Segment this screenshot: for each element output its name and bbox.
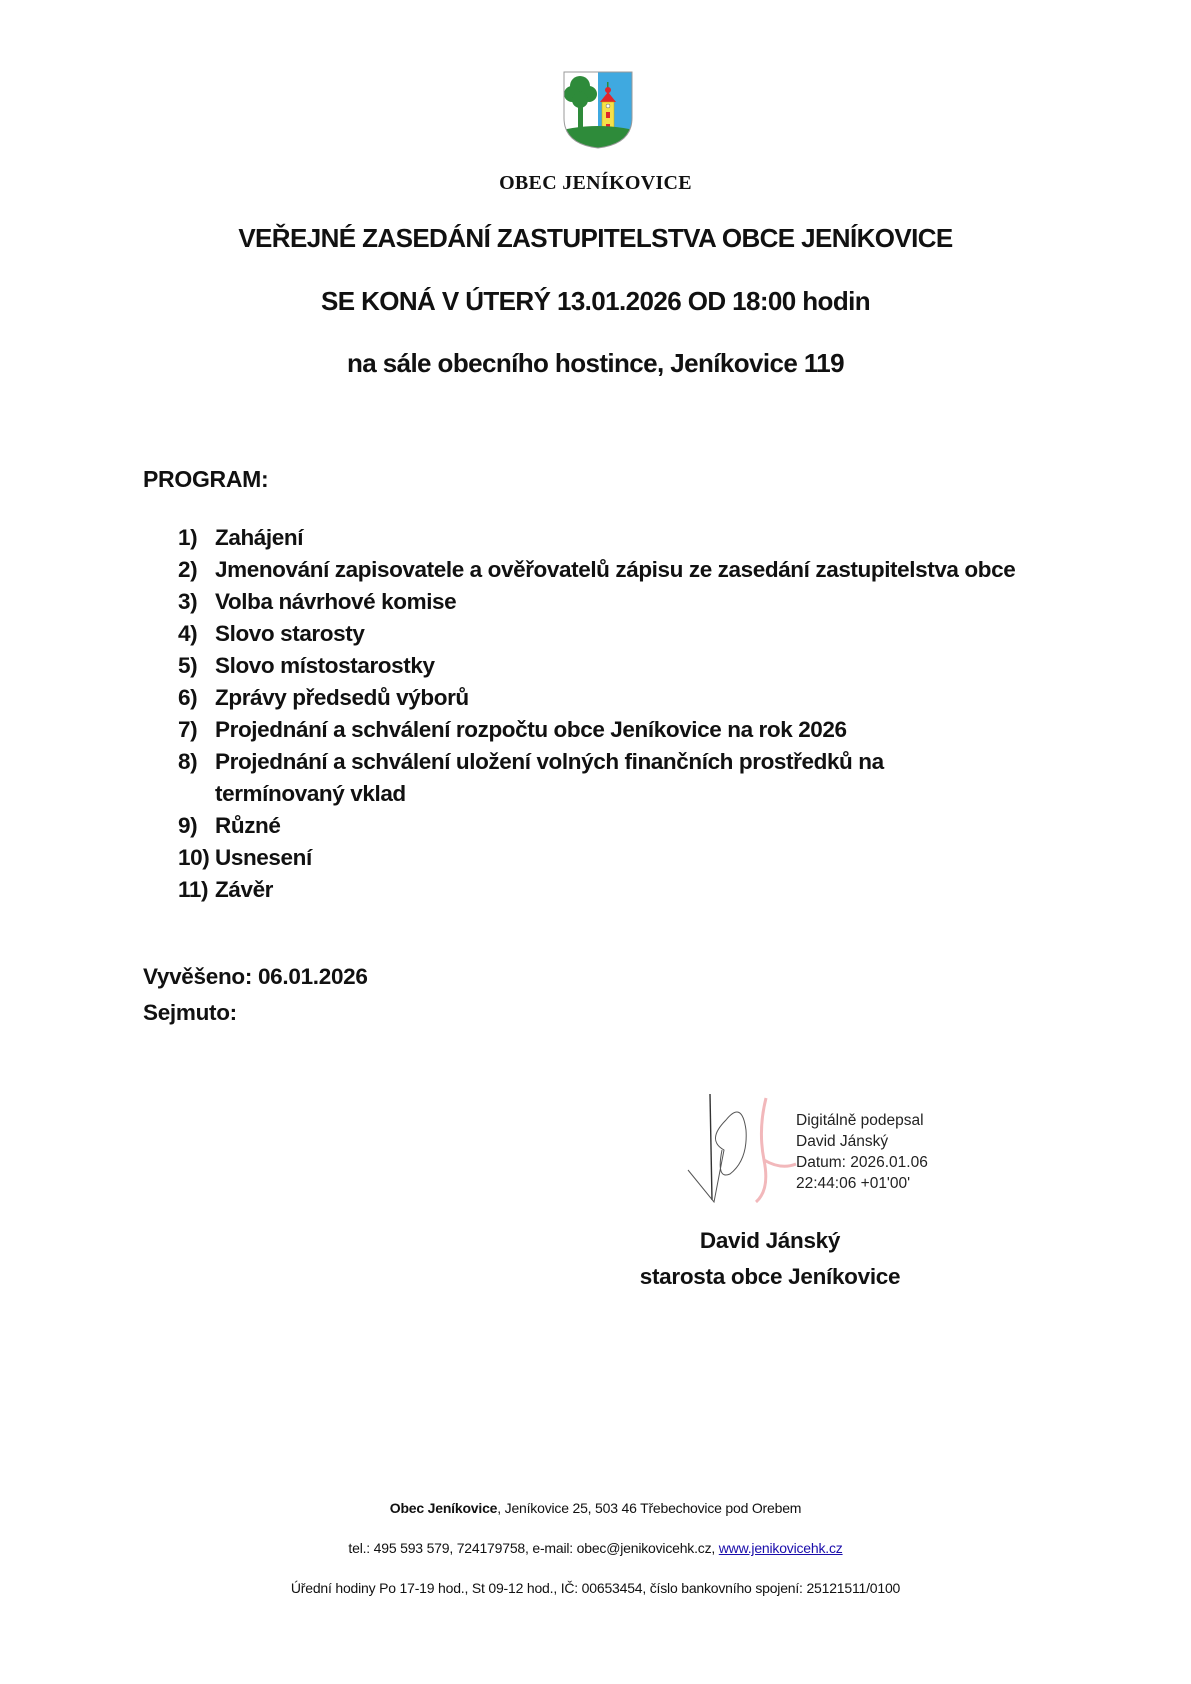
footer-contact-text: tel.: 495 593 579, 724179758, e-mail: obec@jenikovicehk.cz, (348, 1540, 719, 1556)
coat-of-arms-icon (562, 70, 634, 150)
website-link[interactable]: www.jenikovicehk.cz (718, 1540, 843, 1556)
agenda-item (178, 554, 1058, 586)
agenda-item (178, 842, 1058, 874)
posted-date: Vyvěšeno: 06.01.2026 (143, 964, 368, 989)
agenda-item (178, 874, 1058, 906)
footer-contacts (0, 1540, 1191, 1556)
agenda-item-number: 11) (178, 877, 209, 902)
agenda-item-text: Projednání a schválení rozpočtu obce Jeníkovice na rok 2026 (215, 717, 847, 742)
program-heading: PROGRAM: (143, 466, 269, 492)
agenda-item-number: 3) (178, 589, 198, 614)
footer-office-hours: Úřední hodiny Po 17-19 hod., St 09-12 hod., IČ: 00653454, číslo bankovního spojení: 25121511/0100 (290, 1580, 901, 1596)
agenda-item (178, 618, 1058, 650)
signer-name: David Jánský (699, 1228, 841, 1253)
agenda-item-number: 10) (178, 845, 210, 870)
footer-address (0, 1500, 1191, 1516)
agenda-item (178, 746, 898, 810)
agenda-list (178, 522, 1058, 906)
agenda-item (178, 810, 1058, 842)
agenda-item (178, 650, 1058, 682)
agenda-item-text: Závěr (215, 877, 274, 902)
agenda-item-number: 2) (178, 557, 198, 582)
agenda-item-number: 6) (178, 685, 198, 710)
digital-signature-line: David Jánský (796, 1133, 889, 1150)
removed-date: Sejmuto: (143, 1000, 237, 1025)
meeting-datetime: SE KONÁ V ÚTERÝ 13.01.2026 OD 18:00 hodin (320, 286, 871, 316)
digital-signature-block (796, 1110, 928, 1194)
agenda-item (178, 714, 1058, 746)
meeting-title: VEŘEJNÉ ZASEDÁNÍ ZASTUPITELSTVA OBCE JENÍKOVICE (238, 223, 953, 253)
digital-signature-line: Digitálně podepsal (796, 1112, 924, 1129)
agenda-item-number: 1) (178, 525, 198, 550)
agenda-item-text: Zahájení (215, 525, 304, 550)
agenda-item-number: 8) (178, 749, 198, 774)
agenda-item (178, 522, 1058, 554)
agenda-item-number: 4) (178, 621, 198, 646)
org-name: OBEC JENÍKOVICE (499, 172, 692, 194)
agenda-item-text: Slovo místostarostky (215, 653, 435, 678)
agenda-item-text: Slovo starosty (215, 621, 365, 646)
agenda-item-text: Volba návrhové komise (215, 589, 457, 614)
signer-role: starosta obce Jeníkovice (639, 1264, 901, 1289)
agenda-item-text: Usnesení (215, 845, 312, 870)
agenda-item-text: Jmenování zapisovatele a ověřovatelů zápisu ze zasedání zastupitelstva obce (215, 557, 1016, 582)
footer-address-text: , Jeníkovice 25, 503 46 Třebechovice pod Orebem (497, 1500, 802, 1516)
agenda-item-text: Projednání a schválení uložení volných finančních prostředků na termínovaný vklad (215, 749, 884, 806)
footer-org-name: Obec Jeníkovice (389, 1500, 498, 1516)
agenda-item-number: 5) (178, 653, 198, 678)
agenda-item-text: Různé (215, 813, 281, 838)
handwritten-signature-icon (686, 1090, 806, 1210)
meeting-location: na sále obecního hostince, Jeníkovice 119 (346, 348, 845, 378)
agenda-item-number: 9) (178, 813, 198, 838)
agenda-item-text: Zprávy předsedů výborů (215, 685, 469, 710)
agenda-item (178, 682, 1058, 714)
agenda-item-number: 7) (178, 717, 198, 742)
digital-signature-line: Datum: 2026.01.06 (796, 1154, 928, 1171)
agenda-item (178, 586, 1058, 618)
digital-signature-line: 22:44:06 +01'00' (796, 1175, 911, 1192)
